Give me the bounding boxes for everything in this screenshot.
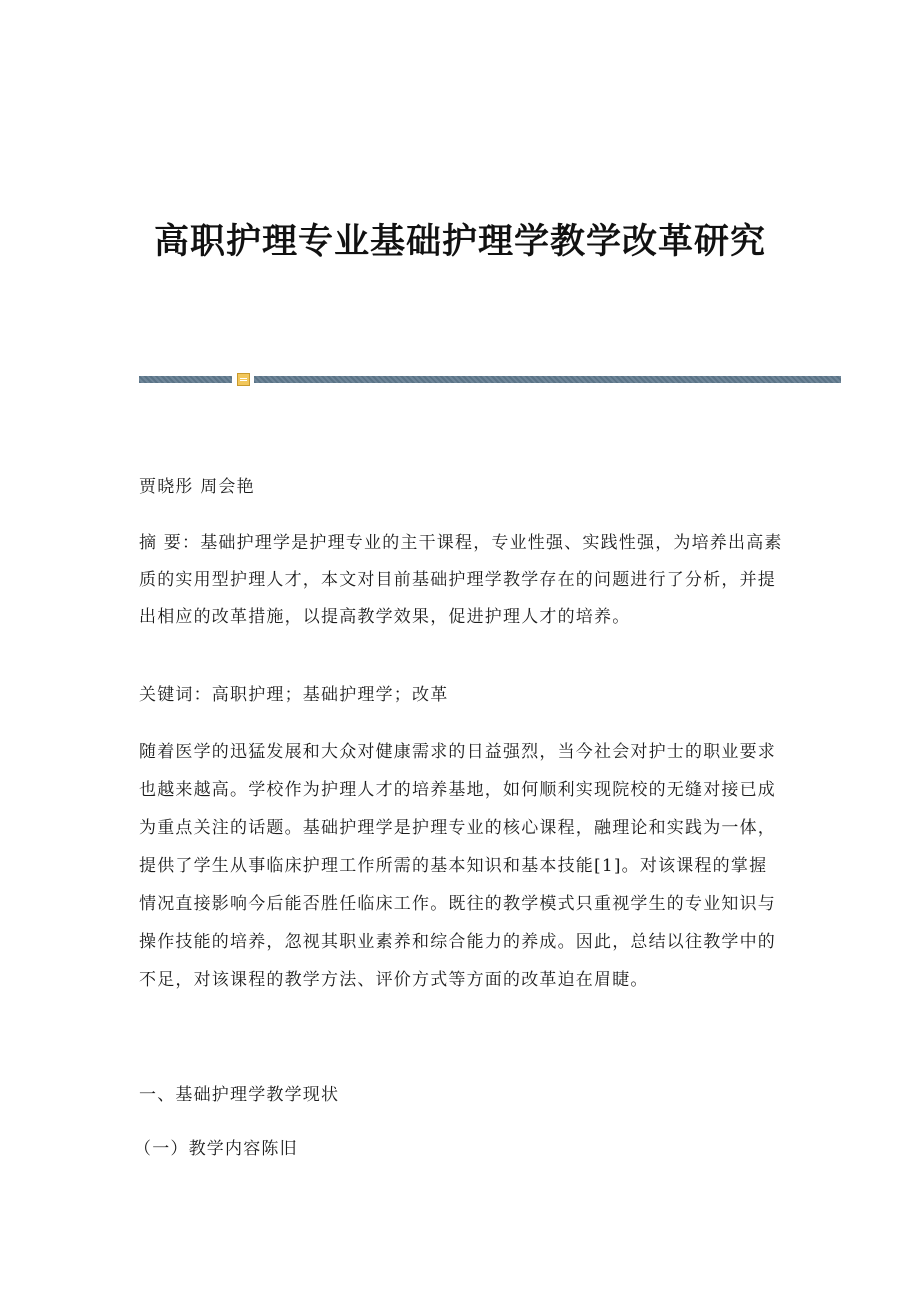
divider-bar-right [254, 376, 841, 383]
title-divider [139, 373, 841, 387]
authors [139, 472, 784, 497]
authors-text: 贾晓彤 周会艳 [139, 477, 255, 497]
abstract [139, 525, 784, 636]
section-heading-text: 一、基础护理学教学现状 [139, 1085, 340, 1105]
intro-paragraph [139, 733, 784, 999]
abstract-text: 摘 要：基础护理学是护理专业的主干课程，专业性强、实践性强，为培养出高素质的实用型护理人才，本文对目前基础护理学教学存在的问题进行了分析，并提出相应的改革措施，以提高教学效果，促进护理人才的培养。 [139, 533, 783, 627]
subsection-heading-text: （一）教学内容陈旧 [134, 1139, 298, 1159]
section-heading [139, 1080, 784, 1105]
subsection-heading [134, 1134, 779, 1159]
divider-ornament-icon [237, 373, 250, 386]
keywords [139, 680, 784, 705]
keywords-text: 关键词：高职护理；基础护理学；改革 [139, 685, 449, 705]
divider-bar-left [139, 376, 232, 383]
document-title: 高职护理专业基础护理学教学改革研究 [153, 222, 766, 262]
intro-paragraph-text: 随着医学的迅猛发展和大众对健康需求的日益强烈，当今社会对护士的职业要求也越来越高。学校作为护理人才的培养基地，如何顺利实现院校的无缝对接已成为重点关注的话题。基础护理学是护理专业的核心课程，融理论和实践为一体，提供了学生从事临床护理工作所需的基本知识和基本技能[1]。对该课程的掌握情况直接影响今后能否胜任临床工作。既往的教学模式只重视学生的专业知识与操作技能的培养，忽视其职业素养和综合能力的养成。因此，总结以往教学中的不足，对该课程的教学方法、评价方式等方面的改革迫在眉睫。 [139, 742, 776, 990]
